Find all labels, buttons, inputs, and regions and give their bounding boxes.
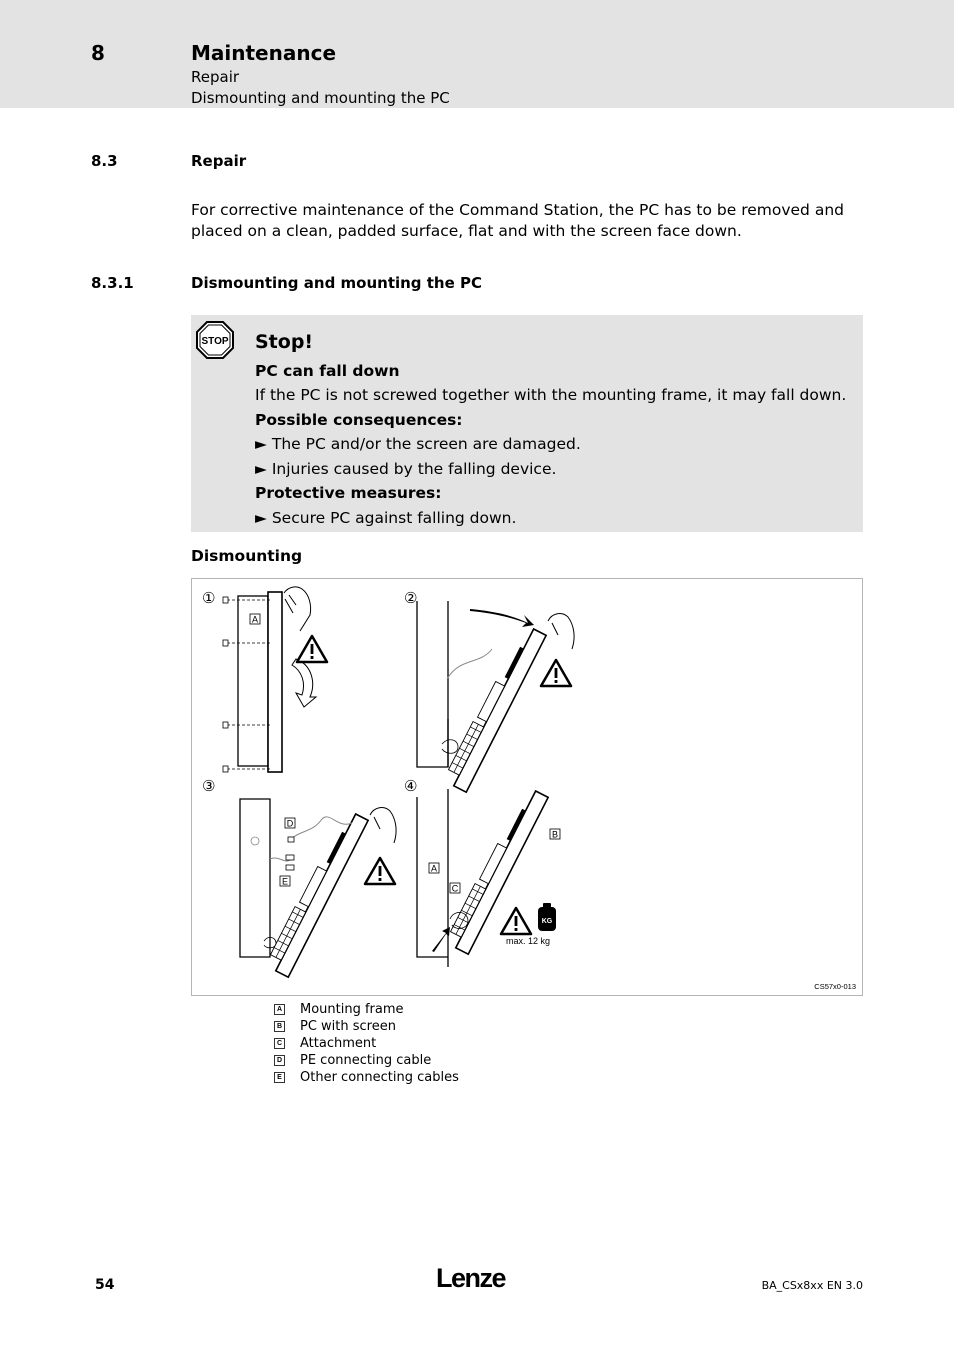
chapter-title: Maintenance [191, 41, 337, 65]
dismounting-heading: Dismounting [191, 547, 303, 565]
consequence-item: ► The PC and/or the screen are damaged. [255, 435, 581, 453]
legend-text: PC with screen [300, 1019, 396, 1034]
hazard-title: PC can fall down [255, 362, 400, 380]
pc-screen-shape [268, 592, 282, 772]
lenze-logo: Lenze [436, 1263, 506, 1293]
step-number-4: ④ [404, 777, 418, 795]
step-number-1: ① [202, 589, 216, 607]
legend-row [274, 1001, 459, 1018]
label-a-step-4: A [430, 863, 438, 874]
label-b-step-4: B [551, 829, 559, 840]
section-number-dismounting: 8.3.1 [91, 274, 134, 292]
legend-row [274, 1018, 459, 1035]
step-1-drawing [223, 587, 327, 772]
legend-row [274, 1069, 459, 1086]
legend-text: Attachment [300, 1036, 377, 1051]
label-a-step-1: A [251, 614, 259, 625]
consequences-title: Possible consequences: [255, 411, 463, 429]
section-title-dismounting: Dismounting and mounting the PC [191, 274, 483, 292]
label-c-step-4: C [451, 883, 459, 894]
step-number-3: ③ [202, 777, 216, 795]
step-number-2: ② [404, 589, 418, 607]
stop-warning-box [191, 315, 863, 532]
legend-key: C [274, 1038, 285, 1049]
legend-key: E [274, 1072, 285, 1083]
max-weight-label: max. 12 kg [506, 936, 551, 946]
legend-row [274, 1035, 459, 1052]
dismounting-figure [191, 578, 863, 996]
dismounting-illustration [192, 579, 864, 997]
stop-sign-icon [196, 321, 234, 359]
header-subtitle-dismounting: Dismounting and mounting the PC [191, 89, 450, 107]
figure-legend [274, 1001, 459, 1086]
document-id: BA_CSx8xx EN 3.0 [761, 1279, 863, 1292]
legend-key: D [274, 1055, 285, 1066]
legend-text: Other connecting cables [300, 1070, 459, 1085]
hazard-text: If the PC is not screwed together with the mounting frame, it may fall down. [255, 386, 847, 404]
section-title-repair: Repair [191, 152, 247, 170]
legend-row [274, 1052, 459, 1069]
weight-icon-label: KG [541, 918, 553, 925]
measures-title: Protective measures: [255, 484, 442, 502]
measure-item: ► Secure PC against falling down. [255, 509, 517, 527]
consequence-item: ► Injuries caused by the falling device. [255, 460, 557, 478]
label-e-step-3: E [281, 876, 289, 887]
figure-code: CS57x0-013 [814, 982, 856, 991]
stop-title: Stop! [255, 331, 314, 353]
section-number-repair: 8.3 [91, 152, 118, 170]
step-2-drawing [417, 601, 574, 792]
chapter-number: 8 [91, 41, 105, 65]
label-d-step-3: D [286, 818, 294, 829]
legend-text: PE connecting cable [300, 1053, 432, 1068]
intro-paragraph: For corrective maintenance of the Command Station, the PC has to be removed and placed on a clean, padded surface, flat and with the screen face down. [191, 201, 844, 240]
legend-key: A [274, 1004, 285, 1015]
legend-text: Mounting frame [300, 1002, 404, 1017]
step-3-drawing [240, 799, 396, 977]
page-number: 54 [95, 1277, 115, 1293]
stop-sign-label: STOP [201, 336, 229, 347]
header-subtitle-repair: Repair [191, 68, 240, 86]
header-band [0, 0, 954, 108]
legend-key: B [274, 1021, 285, 1032]
